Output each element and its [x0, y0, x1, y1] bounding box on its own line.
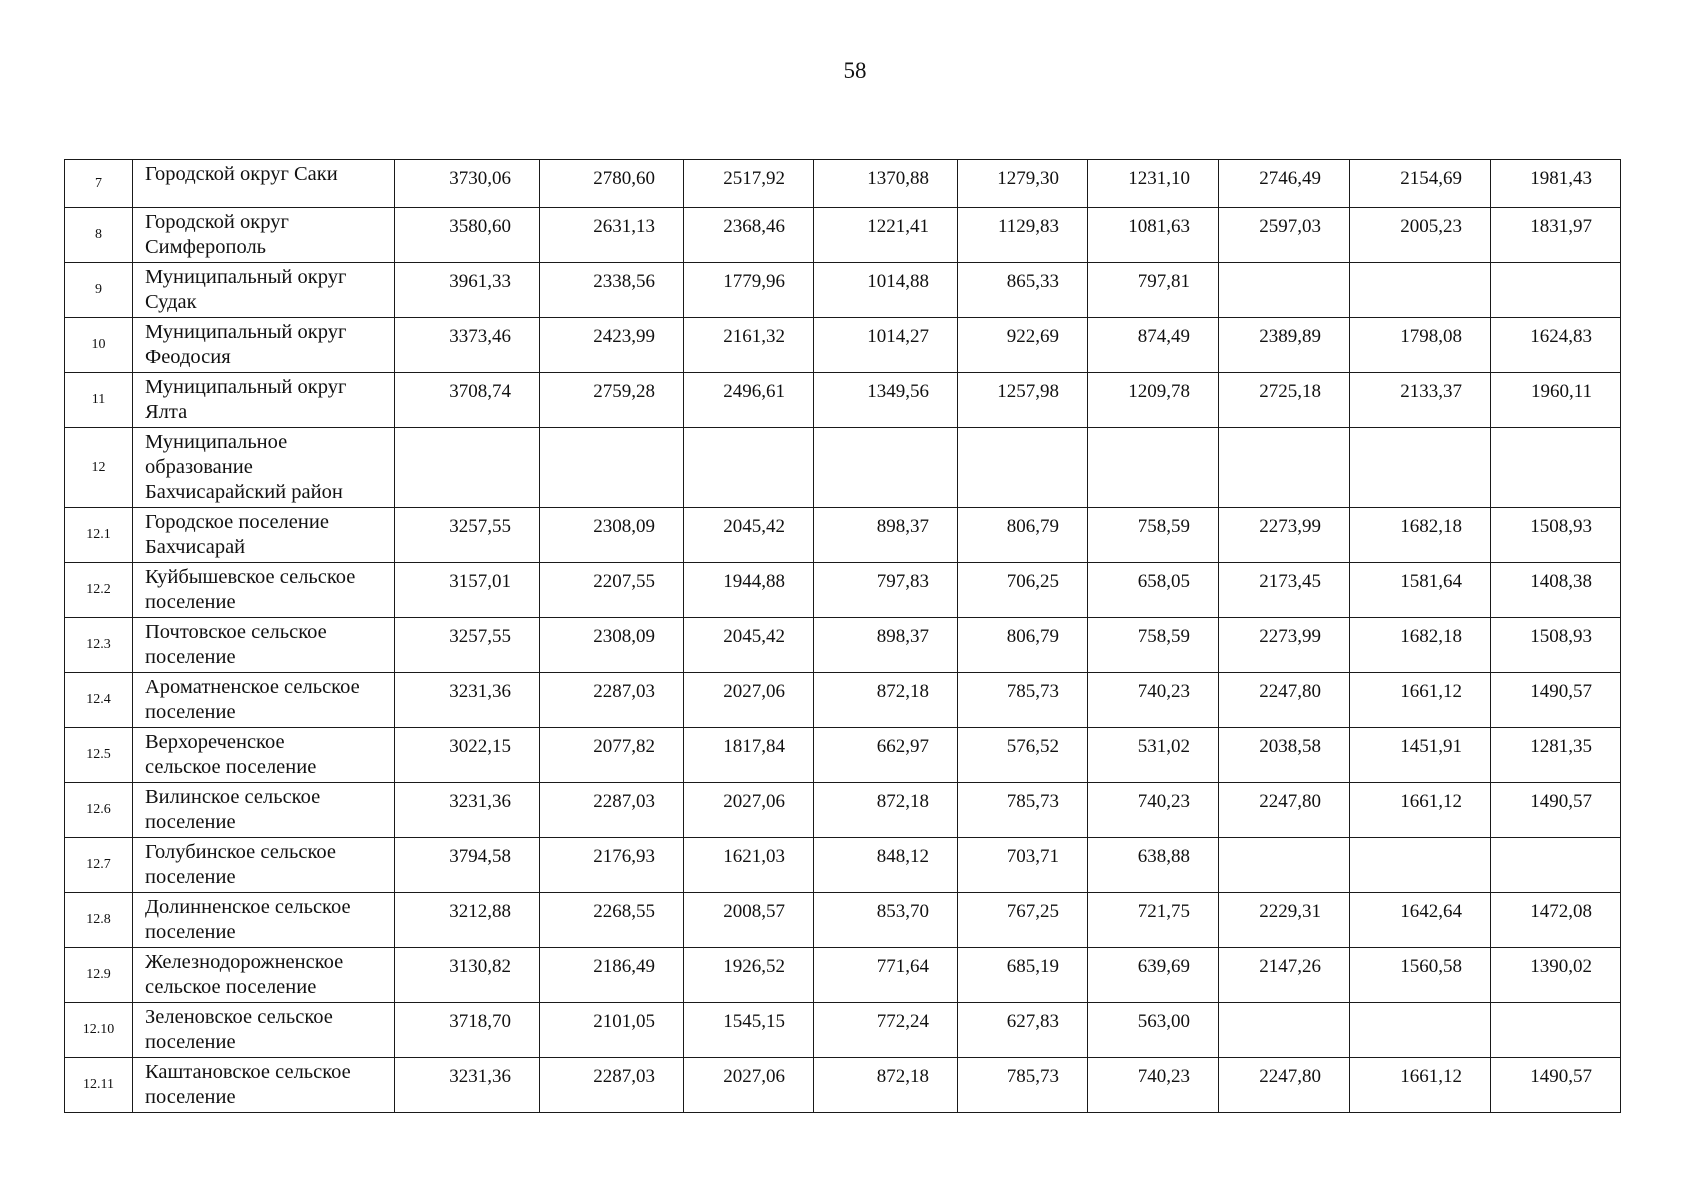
value-cell: 2147,26	[1219, 948, 1350, 1003]
value-cell: 2287,03	[540, 673, 684, 728]
value-cell	[1350, 1003, 1491, 1058]
value-cell	[1491, 428, 1621, 508]
value-cell	[1350, 838, 1491, 893]
value-cell: 758,59	[1088, 618, 1219, 673]
value-cell: 2759,28	[540, 373, 684, 428]
table-row	[65, 618, 1621, 673]
value-cell: 1581,64	[1350, 563, 1491, 618]
table-row	[65, 893, 1621, 948]
value-cell: 2287,03	[540, 783, 684, 838]
value-cell: 627,83	[958, 1003, 1088, 1058]
value-cell: 3231,36	[395, 673, 540, 728]
value-cell: 1221,41	[814, 208, 958, 263]
value-cell: 2176,93	[540, 838, 684, 893]
value-cell: 1926,52	[684, 948, 814, 1003]
table-body	[65, 160, 1621, 1113]
value-cell: 1390,02	[1491, 948, 1621, 1003]
value-cell	[1350, 428, 1491, 508]
value-cell: 2338,56	[540, 263, 684, 318]
table-row	[65, 508, 1621, 563]
table-row	[65, 948, 1621, 1003]
value-cell: 806,79	[958, 508, 1088, 563]
row-number-cell: 12	[65, 428, 133, 508]
value-cell: 2027,06	[684, 673, 814, 728]
value-cell: 2247,80	[1219, 1058, 1350, 1113]
value-cell: 3580,60	[395, 208, 540, 263]
value-cell: 3373,46	[395, 318, 540, 373]
table-row	[65, 208, 1621, 263]
row-number-cell: 12.2	[65, 563, 133, 618]
value-cell: 706,25	[958, 563, 1088, 618]
value-cell: 2229,31	[1219, 893, 1350, 948]
value-cell: 922,69	[958, 318, 1088, 373]
row-number-cell: 12.5	[65, 728, 133, 783]
value-cell: 872,18	[814, 673, 958, 728]
table-row	[65, 318, 1621, 373]
municipality-name-cell: Муниципальное образование Бахчисарайский район	[133, 428, 395, 508]
value-cell	[1219, 428, 1350, 508]
value-cell: 2725,18	[1219, 373, 1350, 428]
value-cell: 2154,69	[1350, 160, 1491, 208]
value-cell: 1014,88	[814, 263, 958, 318]
value-cell: 1624,83	[1491, 318, 1621, 373]
value-cell: 2273,99	[1219, 508, 1350, 563]
row-number-cell: 12.3	[65, 618, 133, 673]
value-cell: 1621,03	[684, 838, 814, 893]
municipality-name-cell: Верхореченское сельское поселение	[133, 728, 395, 783]
value-cell: 785,73	[958, 1058, 1088, 1113]
value-cell: 2308,09	[540, 618, 684, 673]
value-cell: 721,75	[1088, 893, 1219, 948]
value-cell	[814, 428, 958, 508]
value-cell: 1370,88	[814, 160, 958, 208]
value-cell: 1209,78	[1088, 373, 1219, 428]
value-cell: 874,49	[1088, 318, 1219, 373]
value-cell: 1490,57	[1491, 783, 1621, 838]
value-cell	[540, 428, 684, 508]
municipality-name-cell: Железнодорожненское сельское поселение	[133, 948, 395, 1003]
municipality-name-cell: Зеленовское сельское поселение	[133, 1003, 395, 1058]
value-cell: 1560,58	[1350, 948, 1491, 1003]
value-cell: 3257,55	[395, 508, 540, 563]
value-cell: 703,71	[958, 838, 1088, 893]
value-cell: 3718,70	[395, 1003, 540, 1058]
value-cell	[958, 428, 1088, 508]
value-cell: 806,79	[958, 618, 1088, 673]
municipality-name-cell: Муниципальный округ Судак	[133, 263, 395, 318]
value-cell: 2746,49	[1219, 160, 1350, 208]
value-cell: 2423,99	[540, 318, 684, 373]
value-cell: 2496,61	[684, 373, 814, 428]
value-cell: 1944,88	[684, 563, 814, 618]
value-cell: 2186,49	[540, 948, 684, 1003]
value-cell: 658,05	[1088, 563, 1219, 618]
table-row	[65, 783, 1621, 838]
value-cell: 662,97	[814, 728, 958, 783]
row-number-cell: 7	[65, 160, 133, 208]
value-cell: 531,02	[1088, 728, 1219, 783]
value-cell: 740,23	[1088, 673, 1219, 728]
value-cell: 1817,84	[684, 728, 814, 783]
value-cell: 2173,45	[1219, 563, 1350, 618]
value-cell: 3257,55	[395, 618, 540, 673]
value-cell: 3130,82	[395, 948, 540, 1003]
value-cell: 1682,18	[1350, 508, 1491, 563]
value-cell: 2207,55	[540, 563, 684, 618]
value-cell: 638,88	[1088, 838, 1219, 893]
value-cell: 563,00	[1088, 1003, 1219, 1058]
value-cell: 1642,64	[1350, 893, 1491, 948]
value-cell	[395, 428, 540, 508]
municipality-name-cell: Муниципальный округ Ялта	[133, 373, 395, 428]
value-cell	[1219, 1003, 1350, 1058]
municipality-name-cell: Вилинское сельское поселение	[133, 783, 395, 838]
value-cell: 785,73	[958, 673, 1088, 728]
value-cell: 740,23	[1088, 783, 1219, 838]
value-cell: 740,23	[1088, 1058, 1219, 1113]
value-cell: 2133,37	[1350, 373, 1491, 428]
row-number-cell: 12.10	[65, 1003, 133, 1058]
value-cell: 1014,27	[814, 318, 958, 373]
municipality-name-cell: Голубинское сельское поселение	[133, 838, 395, 893]
page-number: 58	[843, 58, 867, 83]
table-row	[65, 1058, 1621, 1113]
value-cell	[1350, 263, 1491, 318]
value-cell: 2597,03	[1219, 208, 1350, 263]
value-cell: 797,83	[814, 563, 958, 618]
value-cell: 1281,35	[1491, 728, 1621, 783]
row-number-cell: 12.4	[65, 673, 133, 728]
value-cell: 3231,36	[395, 783, 540, 838]
value-cell: 898,37	[814, 508, 958, 563]
value-cell: 685,19	[958, 948, 1088, 1003]
value-cell	[1491, 263, 1621, 318]
row-number-cell: 12.1	[65, 508, 133, 563]
municipality-name-cell: Почтовское сельское поселение	[133, 618, 395, 673]
value-cell: 1081,63	[1088, 208, 1219, 263]
municipality-name-cell: Каштановское сельское поселение	[133, 1058, 395, 1113]
value-cell: 1451,91	[1350, 728, 1491, 783]
value-cell: 639,69	[1088, 948, 1219, 1003]
value-cell: 3794,58	[395, 838, 540, 893]
row-number-cell: 12.9	[65, 948, 133, 1003]
value-cell: 2045,42	[684, 508, 814, 563]
table-row	[65, 673, 1621, 728]
value-cell: 1408,38	[1491, 563, 1621, 618]
value-cell: 1779,96	[684, 263, 814, 318]
tariff-table	[64, 159, 1621, 1113]
value-cell: 3157,01	[395, 563, 540, 618]
value-cell: 1231,10	[1088, 160, 1219, 208]
value-cell: 2027,06	[684, 783, 814, 838]
value-cell: 1960,11	[1491, 373, 1621, 428]
table-row	[65, 160, 1621, 208]
value-cell: 1682,18	[1350, 618, 1491, 673]
value-cell: 576,52	[958, 728, 1088, 783]
value-cell: 1490,57	[1491, 673, 1621, 728]
municipality-name-cell: Долинненское сельское поселение	[133, 893, 395, 948]
value-cell: 2101,05	[540, 1003, 684, 1058]
value-cell: 797,81	[1088, 263, 1219, 318]
value-cell: 1508,93	[1491, 618, 1621, 673]
value-cell: 1257,98	[958, 373, 1088, 428]
table-row	[65, 728, 1621, 783]
value-cell: 1545,15	[684, 1003, 814, 1058]
value-cell: 1661,12	[1350, 673, 1491, 728]
value-cell: 1129,83	[958, 208, 1088, 263]
value-cell: 771,64	[814, 948, 958, 1003]
value-cell: 1661,12	[1350, 783, 1491, 838]
value-cell: 772,24	[814, 1003, 958, 1058]
table-row	[65, 563, 1621, 618]
value-cell: 3231,36	[395, 1058, 540, 1113]
municipality-name-cell: Городской округ Саки	[133, 160, 395, 208]
value-cell: 1981,43	[1491, 160, 1621, 208]
value-cell: 2268,55	[540, 893, 684, 948]
value-cell: 1472,08	[1491, 893, 1621, 948]
value-cell: 3022,15	[395, 728, 540, 783]
value-cell: 2027,06	[684, 1058, 814, 1113]
value-cell: 1508,93	[1491, 508, 1621, 563]
value-cell	[1491, 1003, 1621, 1058]
value-cell: 767,25	[958, 893, 1088, 948]
value-cell: 1798,08	[1350, 318, 1491, 373]
value-cell	[1491, 838, 1621, 893]
value-cell: 2273,99	[1219, 618, 1350, 673]
municipality-name-cell: Куйбышевское сельское поселение	[133, 563, 395, 618]
value-cell: 2247,80	[1219, 783, 1350, 838]
value-cell: 2308,09	[540, 508, 684, 563]
row-number-cell: 11	[65, 373, 133, 428]
municipality-name-cell: Ароматненское сельское поселение	[133, 673, 395, 728]
value-cell: 1490,57	[1491, 1058, 1621, 1113]
row-number-cell: 12.6	[65, 783, 133, 838]
value-cell	[1219, 838, 1350, 893]
value-cell: 898,37	[814, 618, 958, 673]
value-cell: 2045,42	[684, 618, 814, 673]
table-row	[65, 1003, 1621, 1058]
municipality-name-cell: Муниципальный округ Феодосия	[133, 318, 395, 373]
row-number-cell: 12.11	[65, 1058, 133, 1113]
value-cell: 785,73	[958, 783, 1088, 838]
value-cell: 2008,57	[684, 893, 814, 948]
value-cell: 2161,32	[684, 318, 814, 373]
value-cell: 2389,89	[1219, 318, 1350, 373]
table-row	[65, 373, 1621, 428]
municipality-name-cell: Городское поселение Бахчисарай	[133, 508, 395, 563]
row-number-cell: 12.7	[65, 838, 133, 893]
table-row	[65, 263, 1621, 318]
table-row	[65, 428, 1621, 508]
value-cell: 2005,23	[1350, 208, 1491, 263]
value-cell: 2780,60	[540, 160, 684, 208]
value-cell: 853,70	[814, 893, 958, 948]
value-cell: 3961,33	[395, 263, 540, 318]
value-cell: 1831,97	[1491, 208, 1621, 263]
value-cell: 1349,56	[814, 373, 958, 428]
value-cell: 2517,92	[684, 160, 814, 208]
table-row	[65, 838, 1621, 893]
value-cell: 2368,46	[684, 208, 814, 263]
value-cell: 865,33	[958, 263, 1088, 318]
value-cell: 848,12	[814, 838, 958, 893]
row-number-cell: 8	[65, 208, 133, 263]
value-cell: 1661,12	[1350, 1058, 1491, 1113]
row-number-cell: 10	[65, 318, 133, 373]
value-cell: 3730,06	[395, 160, 540, 208]
value-cell	[1088, 428, 1219, 508]
value-cell	[1219, 263, 1350, 318]
value-cell: 872,18	[814, 783, 958, 838]
value-cell: 2077,82	[540, 728, 684, 783]
municipality-name-cell: Городской округ Симферополь	[133, 208, 395, 263]
value-cell: 2038,58	[1219, 728, 1350, 783]
value-cell: 3212,88	[395, 893, 540, 948]
row-number-cell: 9	[65, 263, 133, 318]
value-cell	[684, 428, 814, 508]
value-cell: 3708,74	[395, 373, 540, 428]
value-cell: 1279,30	[958, 160, 1088, 208]
value-cell: 2287,03	[540, 1058, 684, 1113]
value-cell: 2631,13	[540, 208, 684, 263]
value-cell: 758,59	[1088, 508, 1219, 563]
value-cell: 872,18	[814, 1058, 958, 1113]
row-number-cell: 12.8	[65, 893, 133, 948]
value-cell: 2247,80	[1219, 673, 1350, 728]
